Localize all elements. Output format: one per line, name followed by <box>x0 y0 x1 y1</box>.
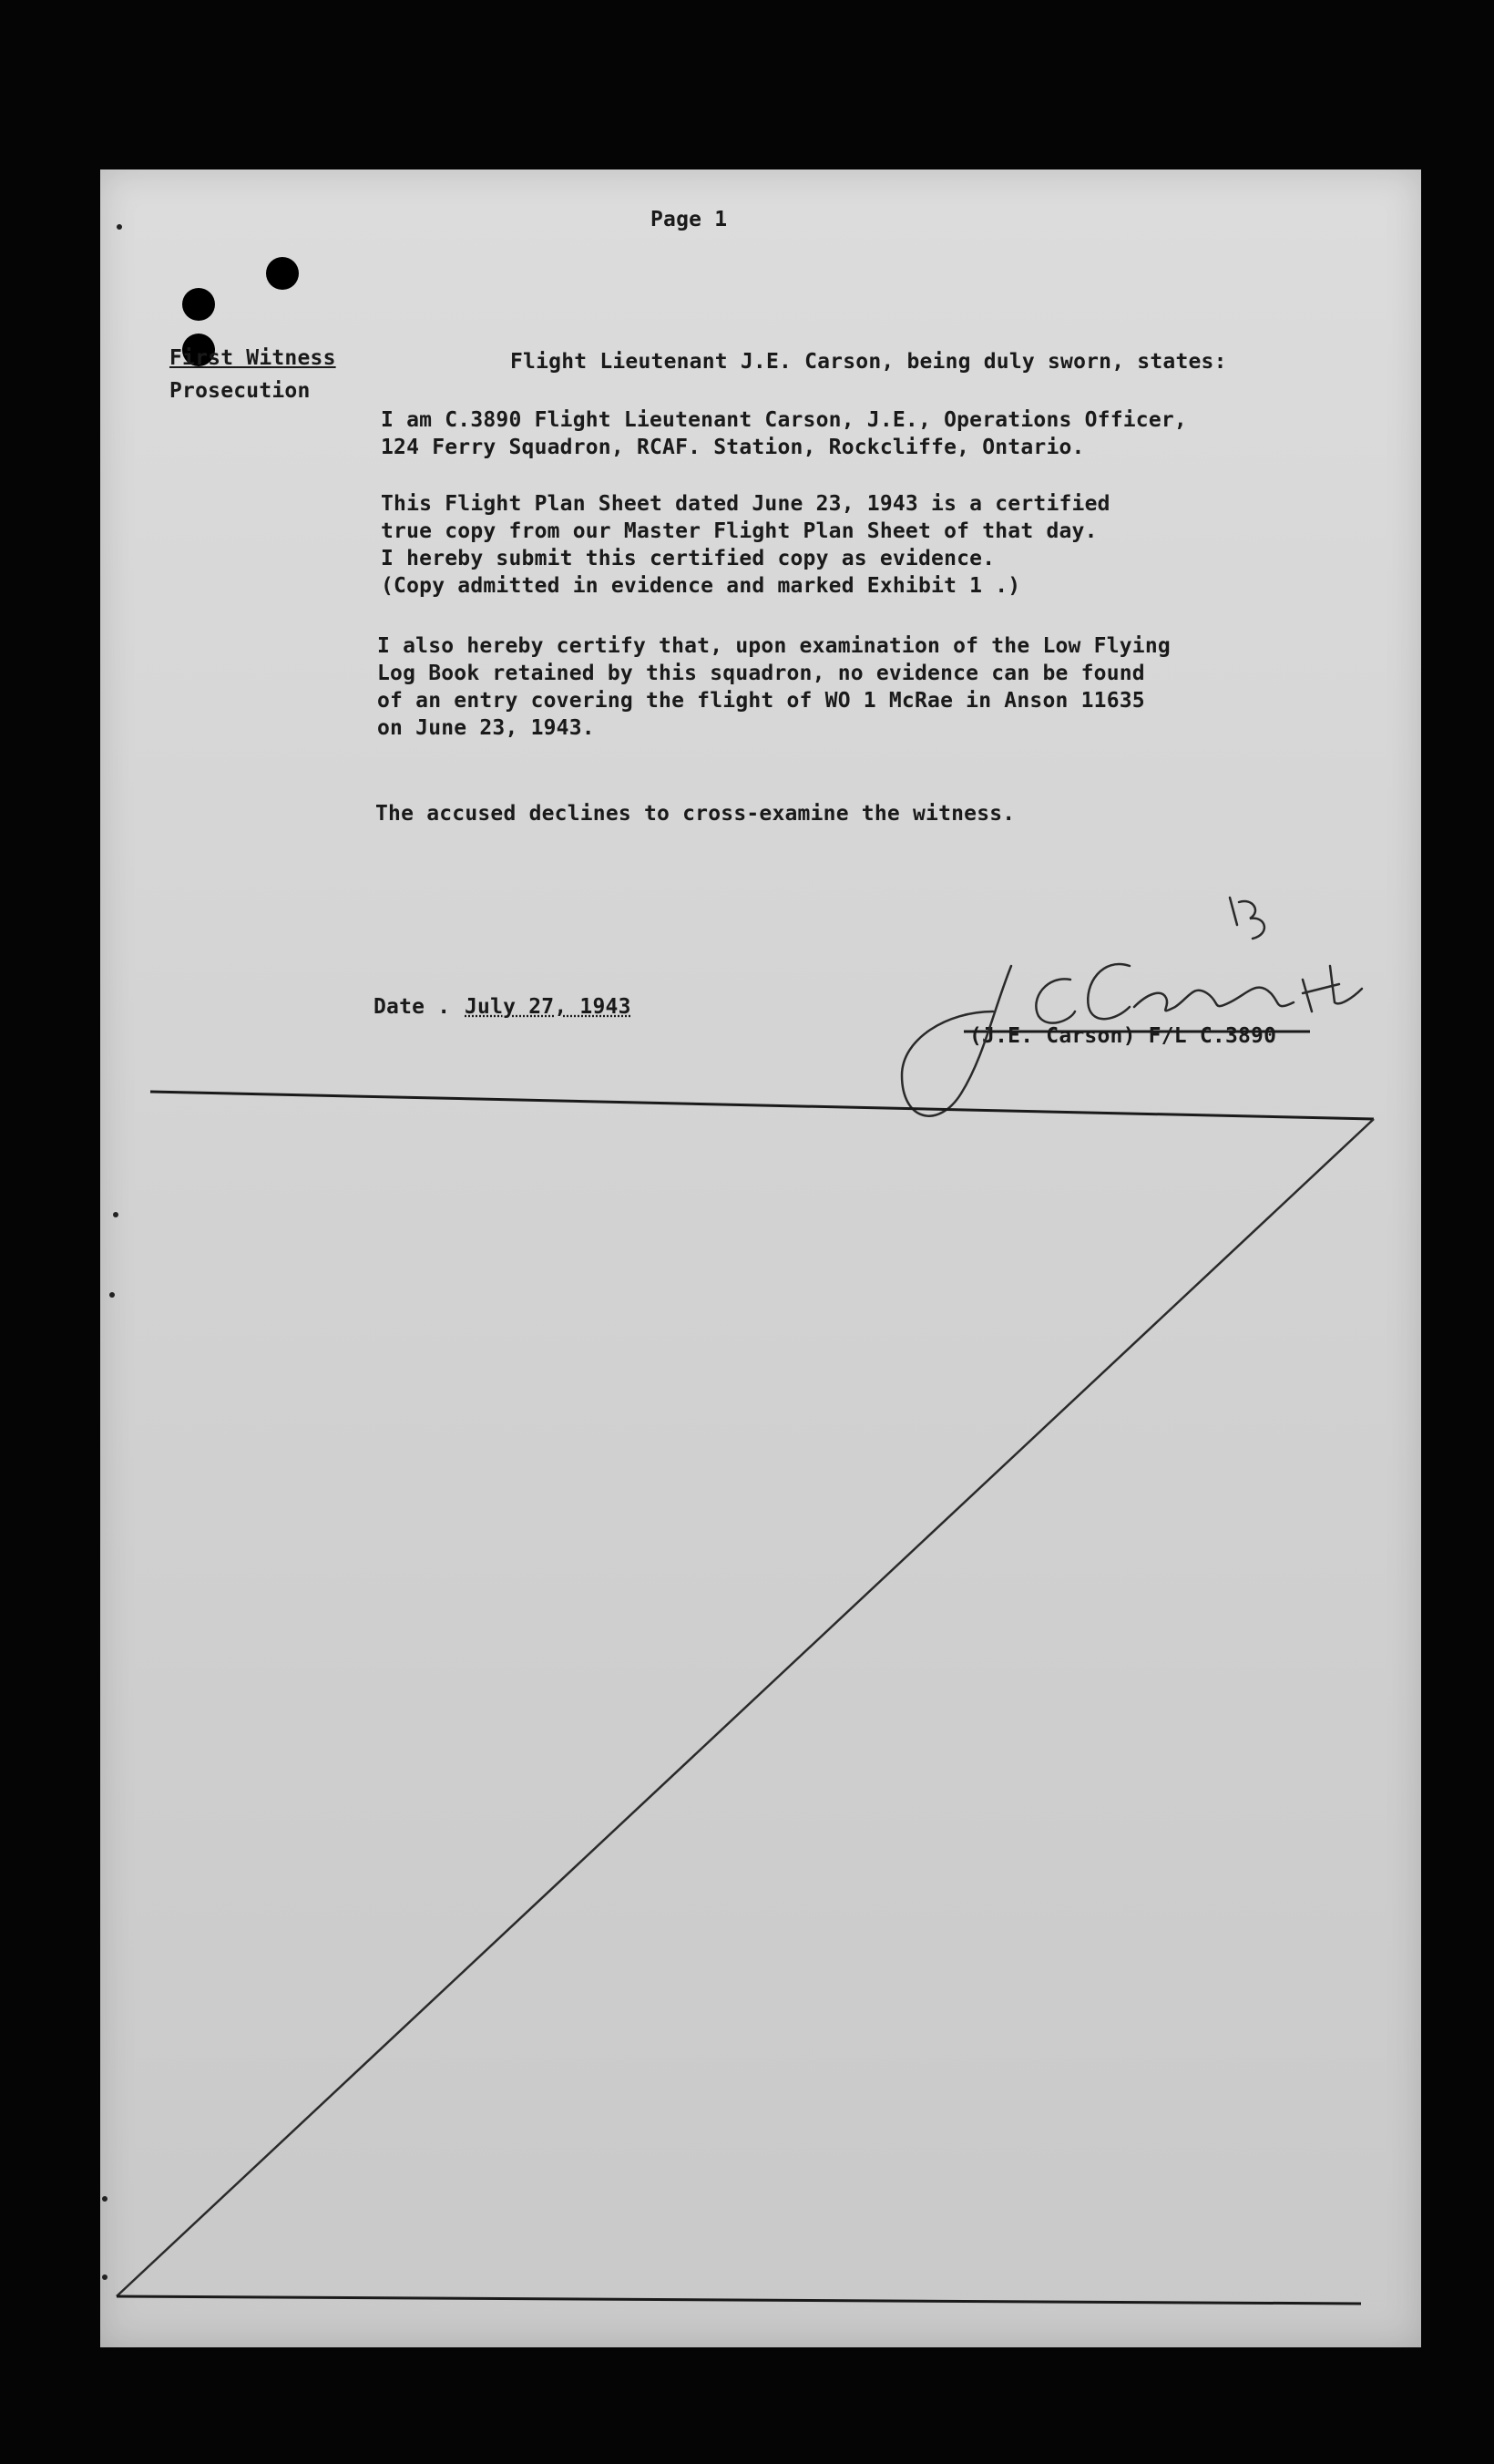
page-number: Page 1 <box>650 208 728 231</box>
diagonal-cancel-line <box>117 1119 1374 2296</box>
paragraph-3-line-3: of an entry covering the flight of WO 1 McRae in Anson 11635 <box>377 689 1145 713</box>
paragraph-1-line-2: 124 Ferry Squadron, RCAF. Station, Rockcliffe, Ontario. <box>381 436 1085 459</box>
paragraph-3-line-2: Log Book retained by this squadron, no evidence can be found <box>377 662 1145 685</box>
paragraph-2-line-1: This Flight Plan Sheet dated June 23, 1943 is a certified <box>381 492 1110 516</box>
paragraph-2-line-3: I hereby submit this certified copy as evidence. <box>381 547 996 570</box>
paragraph-2-line-2: true copy from our Master Flight Plan Sheet of that day. <box>381 519 1098 543</box>
section-divider <box>150 1092 1374 1119</box>
margin-note-witness: First Witness <box>169 346 336 370</box>
handwritten-signature <box>902 898 1362 1116</box>
paragraph-3-line-1: I also hereby certify that, upon examination of the Low Flying <box>377 634 1171 658</box>
cross-exam-note: The accused declines to cross-examine the witness. <box>375 802 1016 826</box>
bottom-line <box>117 2296 1361 2304</box>
date-value: July 27, 1943 <box>465 995 631 1019</box>
paragraph-2-line-4: (Copy admitted in evidence and marked Exhibit 1 .) <box>381 574 1021 598</box>
margin-note-prosecution: Prosecution <box>169 379 311 403</box>
signature-typed-name: (J.E. Carson) F/L C.3890 <box>969 1024 1277 1048</box>
paragraph-1-line-1: I am C.3890 Flight Lieutenant Carson, J.E., Operations Officer, <box>381 408 1187 432</box>
paragraph-3-line-4: on June 23, 1943. <box>377 716 595 740</box>
witness-heading: Flight Lieutenant J.E. Carson, being duly sworn, states: <box>510 350 1227 374</box>
date-label: Date . <box>374 995 451 1019</box>
